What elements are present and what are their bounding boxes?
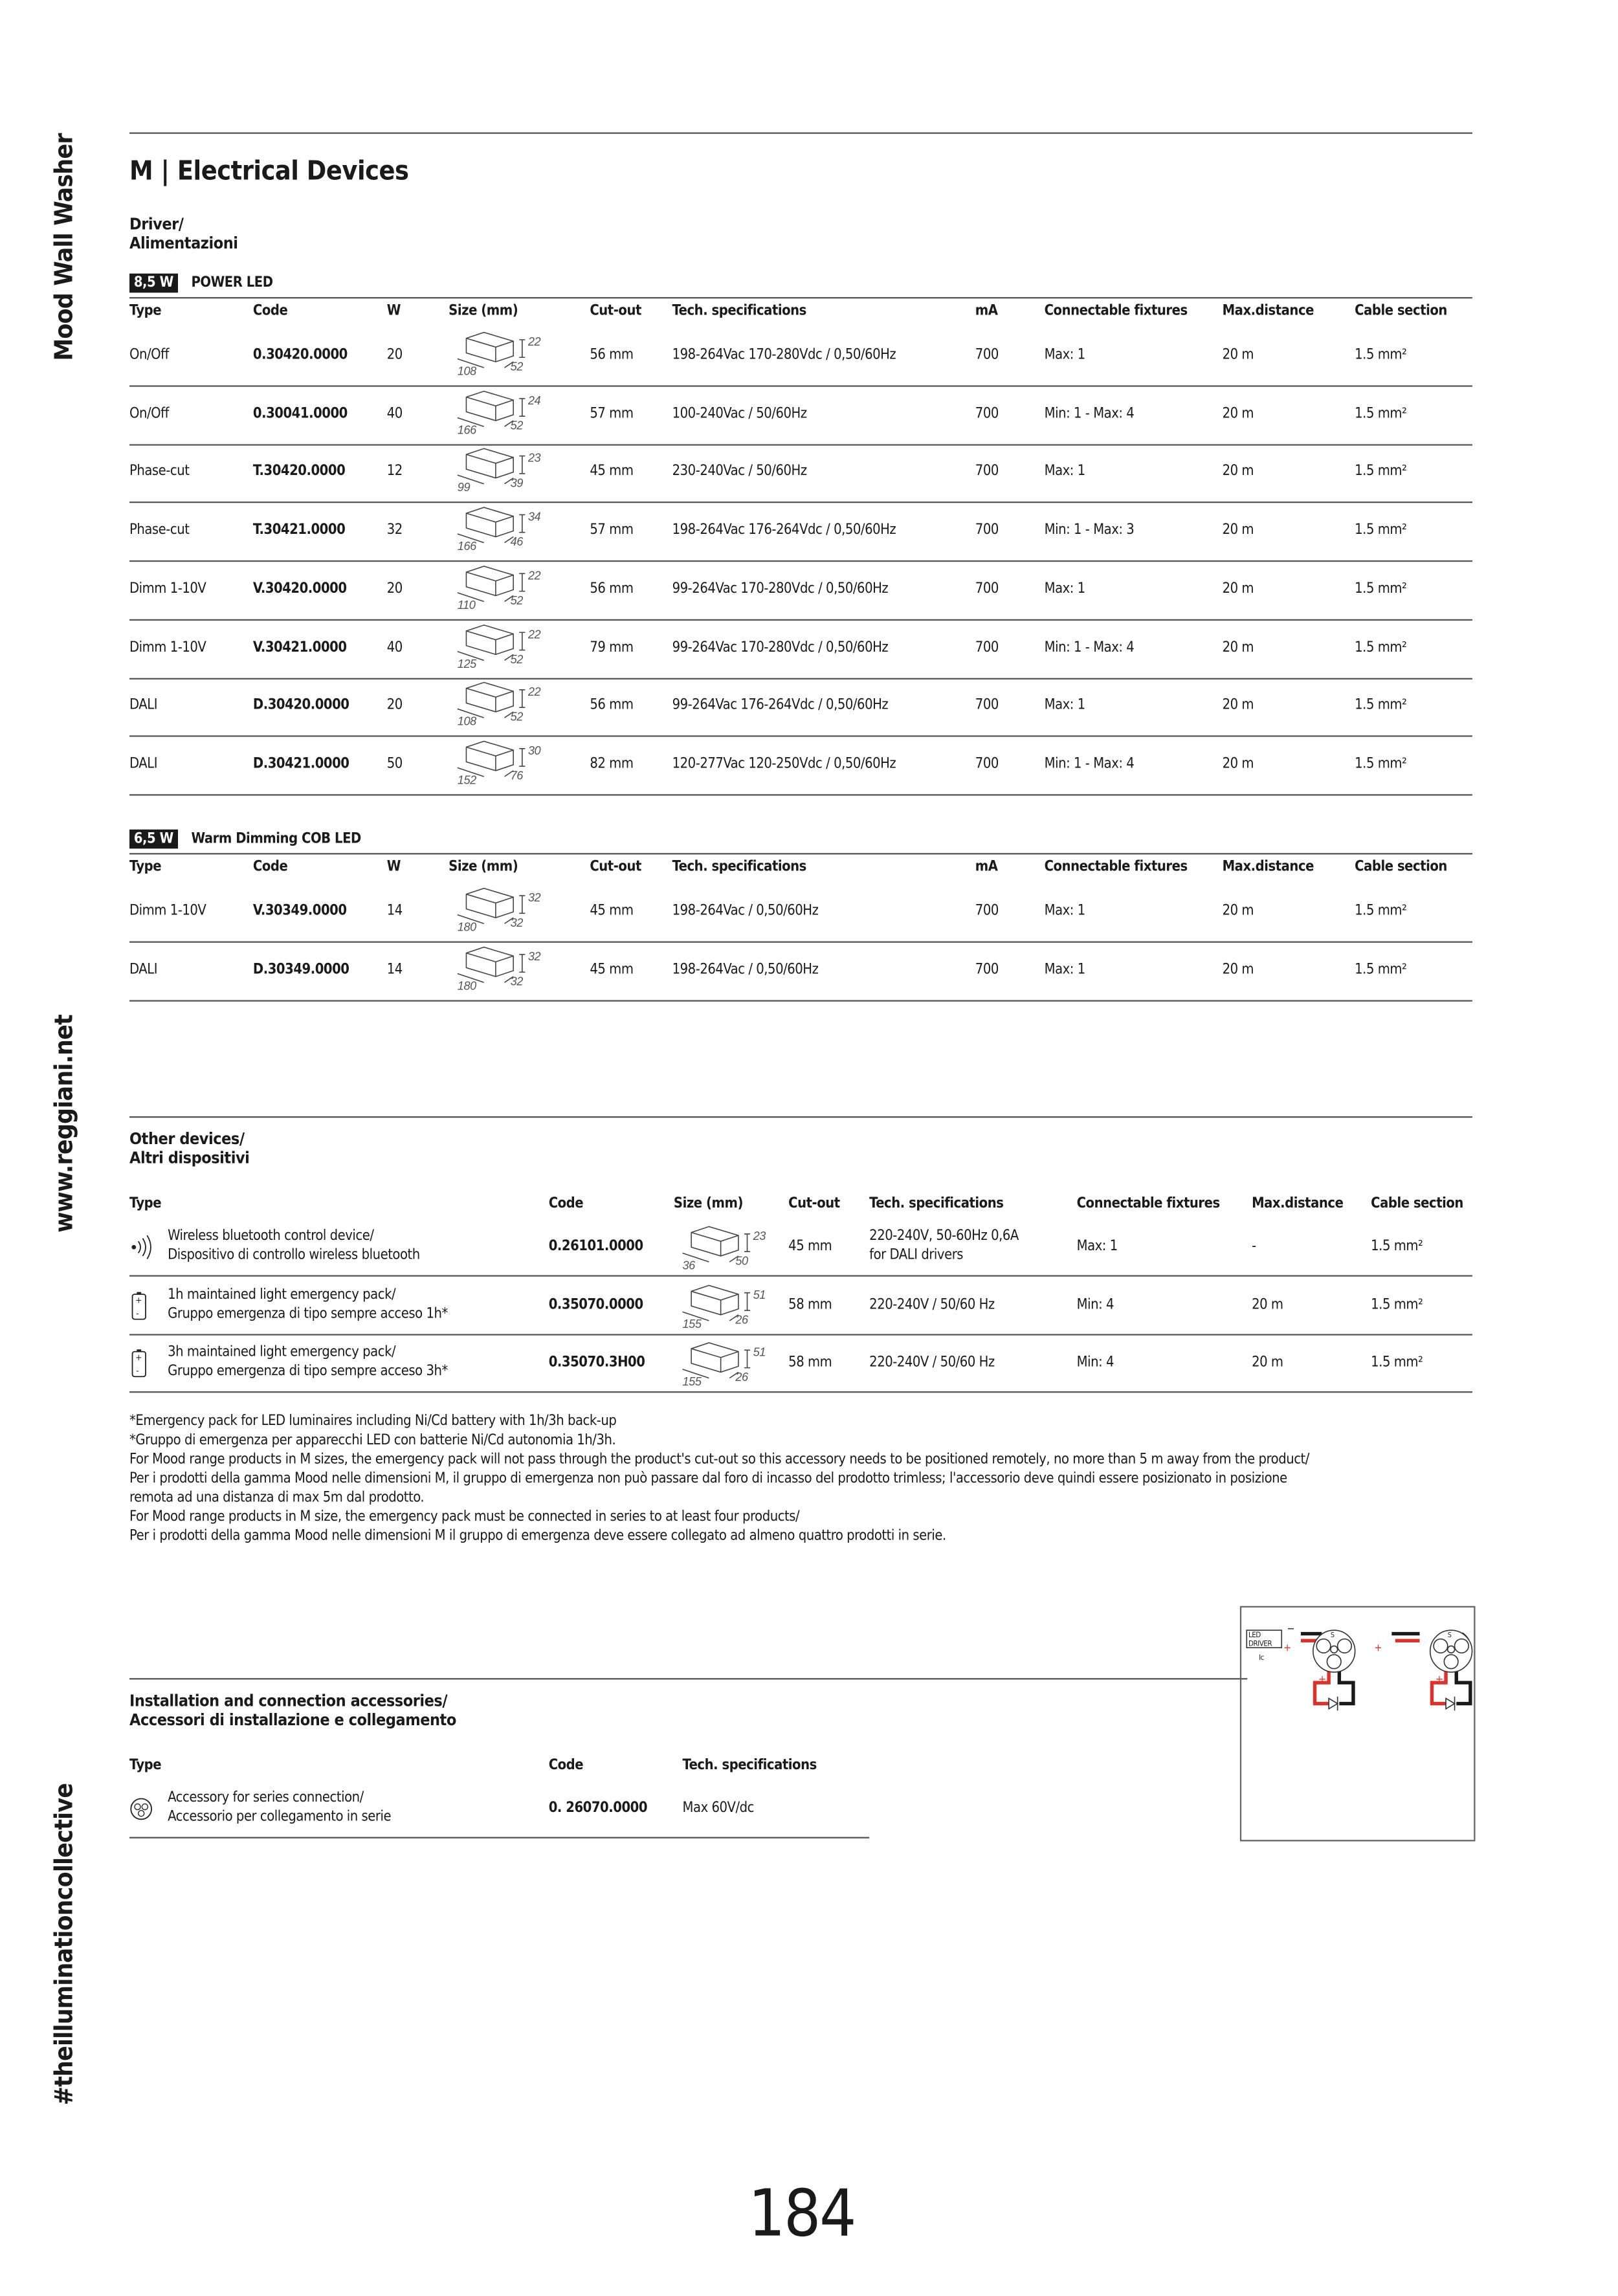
- top-rule: [129, 133, 1472, 134]
- cell-code: 0. 26070.0000: [548, 1800, 648, 1816]
- cell-type: On/Off: [129, 347, 170, 364]
- cell-maxdist: 20 m: [1222, 347, 1254, 364]
- cell-cable: 1.5 mm²: [1355, 347, 1407, 364]
- size-dimension-label: 46: [510, 535, 523, 549]
- column-header-connectable: Connectable fixtures: [1044, 859, 1188, 876]
- footnote-line: *Gruppo di emergenza per apparecchi LED con batterie Ni/Cd autonomia 1h/3h.: [129, 1432, 616, 1449]
- svg-text:-: -: [136, 1366, 139, 1377]
- svg-text:+: +: [135, 1294, 142, 1305]
- cell-connectable: Max: 1: [1044, 580, 1085, 597]
- row-divider: [129, 560, 1472, 562]
- row-divider: [129, 502, 1472, 503]
- column-header-tech: Tech. specifications: [672, 303, 806, 320]
- section-title-it: Accessori di installazione e collegamento: [129, 1710, 456, 1730]
- column-header-cable: Cable section: [1371, 1195, 1463, 1212]
- row-divider: [129, 1392, 1472, 1393]
- section-title-driver: [129, 215, 238, 253]
- cell-type: Phase-cut: [129, 522, 190, 539]
- plus-sign: +: [1283, 1641, 1291, 1654]
- column-header-code: Code: [548, 1757, 584, 1774]
- cell-cutout: 56 mm: [590, 580, 634, 597]
- accessory-name-it: Accessorio per collegamento in serie: [168, 1809, 392, 1826]
- column-header-w: W: [386, 303, 401, 320]
- cell-maxdist: 20 m: [1252, 1296, 1283, 1313]
- column-header-connectable: Connectable fixtures: [1044, 303, 1188, 320]
- section-rule: [129, 1678, 1247, 1679]
- cell-code: D.30421.0000: [252, 755, 349, 772]
- size-dimension-label: 32: [527, 949, 541, 963]
- size-dimension-label: 180: [457, 978, 476, 991]
- cell-w: 14: [386, 961, 403, 978]
- cell-ma: 700: [975, 903, 999, 920]
- size-dimension-label: 50: [735, 1254, 748, 1268]
- power-badge: 8,5 W: [129, 274, 178, 293]
- column-header-size: Size (mm): [673, 1195, 744, 1212]
- size-dimension-label: 51: [753, 1346, 766, 1360]
- led-driver-label: LED: [1248, 1629, 1261, 1639]
- row-divider: [129, 678, 1472, 679]
- column-header-type: Type: [129, 859, 162, 876]
- cell-tech: 99-264Vac 170-280Vdc / 0,50/60Hz: [672, 639, 889, 656]
- cell-code: 0.35070.3H00: [548, 1355, 645, 1372]
- row-divider: [129, 385, 1472, 386]
- size-drawing-icon: [449, 619, 551, 668]
- section-title-en: Installation and connection accessories/: [129, 1691, 448, 1711]
- header-rule: [129, 853, 1472, 854]
- column-header-cutout: Cut-out: [788, 1195, 840, 1212]
- size-drawing-icon: [449, 443, 551, 493]
- cell-type: Dimm 1-10V: [129, 903, 206, 920]
- row-divider: [129, 1275, 1472, 1276]
- cell-code: T.30421.0000: [252, 522, 346, 539]
- cell-code: V.30421.0000: [252, 639, 347, 656]
- size-drawing-icon: [449, 677, 551, 727]
- size-drawing-icon: [449, 941, 551, 991]
- cell-maxdist: 20 m: [1222, 755, 1254, 772]
- footnote-line: For Mood range products in M size, the emergency pack must be connected in series to at least four products/: [129, 1508, 800, 1525]
- cell-maxdist: 20 m: [1222, 639, 1254, 656]
- cell-maxdist: 20 m: [1222, 405, 1254, 422]
- wireless-icon: [129, 1233, 153, 1262]
- column-header-cutout: Cut-out: [590, 859, 641, 876]
- size-drawing-icon: [449, 327, 551, 377]
- size-dimension-label: 52: [510, 418, 523, 432]
- cell-cutout: 45 mm: [788, 1238, 832, 1255]
- column-header-ma: mA: [975, 859, 998, 876]
- size-dimension-label: 30: [527, 744, 541, 757]
- cell-maxdist: -: [1252, 1238, 1256, 1255]
- section-title-other: [129, 1129, 249, 1167]
- cell-connectable: Max: 1: [1044, 961, 1085, 978]
- size-dimension-label: 51: [753, 1288, 766, 1301]
- column-header-type: Type: [129, 1195, 162, 1212]
- size-dimension-label: 155: [682, 1375, 702, 1388]
- cell-cutout: 56 mm: [590, 697, 634, 714]
- section-rule: [129, 1116, 1472, 1118]
- cell-cable: 1.5 mm²: [1355, 755, 1407, 772]
- size-drawing-icon: [449, 735, 551, 785]
- series-connection-diagram: [1241, 1607, 1474, 1840]
- footnote-line: remota ad una distanza di max 5m dal prodotto.: [129, 1490, 425, 1507]
- cell-tech: 230-240Vac / 50/60Hz: [672, 463, 807, 480]
- plus-sign: +: [1374, 1641, 1382, 1654]
- device-name-it: Gruppo emergenza di tipo sempre acceso 3h*: [168, 1363, 448, 1380]
- cell-code: V.30349.0000: [252, 903, 347, 920]
- cell-cable: 1.5 mm²: [1355, 903, 1407, 920]
- cell-type: Dimm 1-10V: [129, 580, 206, 597]
- cell-cutout: 57 mm: [590, 405, 634, 422]
- cell-code: T.30420.0000: [252, 463, 346, 480]
- size-dimension-label: 26: [735, 1312, 748, 1326]
- cell-cable: 1.5 mm²: [1371, 1296, 1423, 1313]
- cell-tech: 220-240V / 50/60 Hz: [869, 1355, 995, 1372]
- cell-connectable: Min: 1 - Max: 3: [1044, 522, 1135, 539]
- cell-cutout: 57 mm: [590, 522, 634, 539]
- row-divider: [129, 1334, 1472, 1335]
- cell-type: Phase-cut: [129, 463, 190, 480]
- cell-maxdist: 20 m: [1222, 463, 1254, 480]
- size-dimension-label: 22: [527, 335, 541, 349]
- cell-ma: 700: [975, 639, 999, 656]
- cell-tech: for DALI drivers: [869, 1247, 964, 1264]
- footnotes: [129, 1412, 1309, 1546]
- column-header-tech: Tech. specifications: [672, 859, 806, 876]
- size-dimension-label: 24: [527, 393, 541, 407]
- row-divider: [129, 619, 1472, 620]
- size-dimension-label: 32: [527, 891, 541, 905]
- cell-connectable: Min: 1 - Max: 4: [1044, 639, 1135, 656]
- size-dimension-label: 32: [510, 916, 523, 929]
- column-header-type: Type: [129, 1757, 162, 1774]
- size-dimension-label: 23: [527, 452, 541, 465]
- cell-type: DALI: [129, 961, 158, 978]
- cell-w: 40: [386, 639, 403, 656]
- cell-code: 0.26101.0000: [548, 1238, 643, 1255]
- cell-code: D.30349.0000: [252, 961, 349, 978]
- footnote-line: *Emergency pack for LED luminaires including Ni/Cd battery with 1h/3h back-up: [129, 1413, 617, 1430]
- column-header-w: W: [386, 859, 401, 876]
- cell-cutout: 45 mm: [590, 903, 634, 920]
- size-dimension-label: 52: [510, 652, 523, 665]
- section-title-it: Alimentazioni: [129, 234, 238, 253]
- cell-type: On/Off: [129, 405, 170, 422]
- size-dimension-label: 125: [457, 656, 476, 668]
- cell-tech: 100-240Vac / 50/60Hz: [672, 405, 807, 422]
- cell-code: D.30420.0000: [252, 697, 349, 714]
- size-drawing-icon: [674, 1338, 777, 1387]
- cell-code: V.30420.0000: [252, 580, 347, 597]
- cell-ma: 700: [975, 580, 999, 597]
- cell-w: 20: [386, 697, 403, 714]
- size-dimension-label: 108: [457, 714, 476, 727]
- device-name-it: Dispositivo di controllo wireless bluetooth: [168, 1247, 420, 1264]
- cell-maxdist: 20 m: [1222, 580, 1254, 597]
- cell-w: 12: [386, 463, 403, 480]
- cell-cable: 1.5 mm²: [1355, 697, 1407, 714]
- cell-tech: 198-264Vac 176-264Vdc / 0,50/60Hz: [672, 522, 896, 539]
- section-title-en: Driver/: [129, 214, 184, 234]
- column-header-maxdist: Max.distance: [1252, 1195, 1344, 1212]
- size-dimension-label: 26: [735, 1371, 748, 1384]
- cell-cable: 1.5 mm²: [1355, 639, 1407, 656]
- current-label: Ic: [1259, 1653, 1264, 1662]
- cell-tech: 220-240V / 50/60 Hz: [869, 1296, 995, 1313]
- header-rule: [129, 297, 1472, 298]
- size-dimension-label: 32: [510, 974, 523, 988]
- cell-connectable: Min: 4: [1076, 1296, 1114, 1313]
- cell-cable: 1.5 mm²: [1355, 522, 1407, 539]
- size-dimension-label: 166: [457, 423, 476, 436]
- cell-code: 0.35070.0000: [548, 1296, 643, 1313]
- connector-icon: [129, 1796, 156, 1822]
- cell-cable: 1.5 mm²: [1355, 580, 1407, 597]
- cell-cable: 1.5 mm²: [1355, 463, 1407, 480]
- cell-connectable: Max: 1: [1044, 463, 1085, 480]
- column-header-code: Code: [548, 1195, 584, 1212]
- row-divider: [129, 1837, 869, 1838]
- cell-ma: 700: [975, 463, 999, 480]
- size-dimension-label: 22: [527, 627, 541, 641]
- cell-cutout: 58 mm: [788, 1296, 832, 1313]
- led-type-label: POWER LED: [191, 274, 273, 291]
- cell-ma: 700: [975, 522, 999, 539]
- cell-connectable: Max: 1: [1044, 697, 1085, 714]
- size-dimension-label: 52: [510, 711, 523, 724]
- cell-w: 20: [386, 580, 403, 597]
- size-drawing-icon: [449, 385, 551, 435]
- svg-text:-: -: [136, 1308, 139, 1319]
- cell-ma: 700: [975, 961, 999, 978]
- section-title-installation: [129, 1692, 456, 1730]
- device-name-it: Gruppo emergenza di tipo sempre acceso 1h*: [168, 1305, 448, 1322]
- row-divider: [129, 794, 1472, 795]
- column-header-code: Code: [252, 859, 288, 876]
- cell-tech: 198-264Vac / 0,50/60Hz: [672, 961, 819, 978]
- column-header-cable: Cable section: [1355, 859, 1447, 876]
- cell-tech: 120-277Vac 120-250Vdc / 0,50/60Hz: [672, 755, 896, 772]
- plus-sign: +: [1435, 1673, 1443, 1686]
- cell-connectable: Max: 1: [1044, 903, 1085, 920]
- cell-cable: 1.5 mm²: [1371, 1355, 1423, 1372]
- row-divider: [129, 1000, 1472, 1001]
- battery-icon: [129, 1349, 153, 1378]
- column-header-connectable: Connectable fixtures: [1076, 1195, 1220, 1212]
- size-dimension-label: 152: [457, 773, 476, 786]
- size-dimension-label: 34: [527, 510, 541, 524]
- plus-sign: +: [1318, 1673, 1326, 1686]
- footnote-line: For Mood range products in M sizes, the emergency pack will not pass through the product's cut-out so this accessory needs to be positioned remotely, no more than 5 m away from the product/: [129, 1452, 1309, 1468]
- cell-cable: 1.5 mm²: [1355, 405, 1407, 422]
- cell-maxdist: 20 m: [1222, 903, 1254, 920]
- column-header-maxdist: Max.distance: [1222, 303, 1314, 320]
- cell-cable: 1.5 mm²: [1355, 961, 1407, 978]
- s-label: S: [1330, 1630, 1335, 1639]
- cell-cable: 1.5 mm²: [1371, 1238, 1423, 1255]
- device-name-en: 1h maintained light emergency pack/: [168, 1286, 396, 1303]
- cell-ma: 700: [975, 405, 999, 422]
- footnote-line: Per i prodotti della gamma Mood nelle dimensioni M, il gruppo di emergenza non può passare dal foro di incasso del prodotto trimless; l'accessorio deve quindi essere posizionato in posizione: [129, 1470, 1287, 1487]
- cell-maxdist: 20 m: [1222, 697, 1254, 714]
- cell-type: DALI: [129, 755, 158, 772]
- sidebar-hashtag: #theilluminationcollective: [50, 1783, 80, 2106]
- power-badge: 6,5 W: [129, 830, 178, 849]
- cell-connectable: Max: 1: [1076, 1238, 1118, 1255]
- size-dimension-label: 36: [682, 1259, 695, 1271]
- cell-maxdist: 20 m: [1222, 961, 1254, 978]
- cell-cutout: 45 mm: [590, 961, 634, 978]
- column-header-size: Size (mm): [449, 859, 518, 876]
- column-header-cable: Cable section: [1355, 303, 1447, 320]
- row-divider: [129, 444, 1472, 445]
- page-number: 184: [748, 2176, 856, 2252]
- svg-text:+: +: [135, 1353, 142, 1364]
- cell-connectable: Min: 1 - Max: 4: [1044, 405, 1135, 422]
- s-label: S: [1447, 1630, 1452, 1639]
- led-type-label: Warm Dimming COB LED: [191, 831, 361, 848]
- cell-ma: 700: [975, 697, 999, 714]
- cell-ma: 700: [975, 347, 999, 364]
- size-dimension-label: 110: [457, 598, 476, 610]
- cell-cutout: 58 mm: [788, 1355, 832, 1372]
- section-title-en: Other devices/: [129, 1129, 245, 1149]
- cell-cutout: 45 mm: [590, 463, 634, 480]
- size-dimension-label: 180: [457, 920, 476, 933]
- size-dimension-label: 76: [510, 769, 523, 782]
- cell-ma: 700: [975, 755, 999, 772]
- battery-icon: [129, 1291, 153, 1320]
- row-divider: [129, 942, 1472, 943]
- cell-connectable: Max: 1: [1044, 347, 1085, 364]
- size-drawing-icon: [449, 560, 551, 610]
- cell-cutout: 82 mm: [590, 755, 634, 772]
- cell-connectable: Min: 4: [1076, 1355, 1114, 1372]
- cell-connectable: Min: 1 - Max: 4: [1044, 755, 1135, 772]
- device-name-en: Wireless bluetooth control device/: [168, 1228, 374, 1244]
- size-drawing-icon: [449, 502, 551, 551]
- cell-type: DALI: [129, 697, 158, 714]
- cell-w: 40: [386, 405, 403, 422]
- size-dimension-label: 23: [753, 1229, 766, 1242]
- column-header-ma: mA: [975, 303, 998, 320]
- size-dimension-label: 99: [457, 481, 471, 494]
- cell-w: 20: [386, 347, 403, 364]
- cell-code: 0.30041.0000: [252, 405, 348, 422]
- cell-type: Dimm 1-10V: [129, 639, 206, 656]
- cell-cutout: 56 mm: [590, 347, 634, 364]
- minus-sign: −: [1287, 1622, 1295, 1635]
- column-header-code: Code: [252, 303, 288, 320]
- size-dimension-label: 22: [527, 568, 541, 582]
- cell-w: 50: [386, 755, 403, 772]
- wiring-diagram: [1240, 1606, 1476, 1842]
- footnote-line: Per i prodotti della gamma Mood nelle dimensioni M il gruppo di emergenza deve essere collegato ad almeno quattro prodotti in serie.: [129, 1528, 946, 1545]
- cell-tech: 99-264Vac 176-264Vdc / 0,50/60Hz: [672, 697, 889, 714]
- size-drawing-icon: [449, 883, 551, 933]
- sidebar-product-name: Mood Wall Washer: [50, 133, 80, 361]
- cell-maxdist: 20 m: [1222, 522, 1254, 539]
- sidebar-website[interactable]: www.reggiani.net: [50, 1014, 80, 1233]
- cell-w: 14: [386, 903, 403, 920]
- column-header-tech: Tech. specifications: [682, 1757, 817, 1774]
- cell-cutout: 79 mm: [590, 639, 634, 656]
- column-header-tech: Tech. specifications: [869, 1195, 1004, 1212]
- size-dimension-label: 52: [510, 360, 523, 373]
- size-dimension-label: 155: [682, 1317, 702, 1329]
- led-driver-label: DRIVER: [1248, 1639, 1272, 1648]
- column-header-size: Size (mm): [449, 303, 518, 320]
- cell-tech: 198-264Vac / 0,50/60Hz: [672, 903, 819, 920]
- column-header-type: Type: [129, 303, 162, 320]
- page-title: M | Electrical Devices: [129, 155, 409, 187]
- size-dimension-label: 166: [457, 540, 476, 552]
- cell-tech: Max 60V/dc: [682, 1800, 755, 1816]
- size-drawing-icon: [674, 1220, 777, 1270]
- size-dimension-label: 52: [510, 593, 523, 607]
- cell-tech: 220-240V, 50-60Hz 0,6A: [869, 1228, 1019, 1244]
- accessory-name-en: Accessory for series connection/: [168, 1789, 364, 1806]
- cell-code: 0.30420.0000: [252, 347, 348, 364]
- column-header-maxdist: Max.distance: [1222, 859, 1314, 876]
- size-dimension-label: 108: [457, 364, 476, 377]
- cell-tech: 198-264Vac 170-280Vdc / 0,50/60Hz: [672, 347, 896, 364]
- row-divider: [129, 736, 1472, 737]
- size-dimension-label: 22: [527, 685, 541, 699]
- size-drawing-icon: [674, 1279, 777, 1329]
- size-dimension-label: 39: [510, 477, 523, 491]
- cell-tech: 99-264Vac 170-280Vdc / 0,50/60Hz: [672, 580, 889, 597]
- section-title-it: Altri dispositivi: [129, 1148, 250, 1168]
- cell-w: 32: [386, 522, 403, 539]
- device-name-en: 3h maintained light emergency pack/: [168, 1345, 396, 1362]
- column-header-cutout: Cut-out: [590, 303, 641, 320]
- cell-maxdist: 20 m: [1252, 1355, 1283, 1372]
